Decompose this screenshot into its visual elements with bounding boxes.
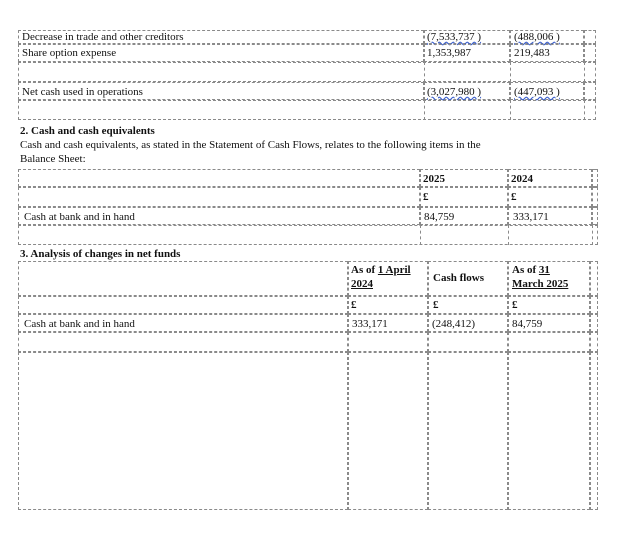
value-2024-decrease-creditors: (488,006 ) <box>514 31 560 43</box>
value-2024-share-option: 219,483 <box>514 47 550 59</box>
net-funds-cash-label: Cash at bank and in hand <box>24 318 135 330</box>
table-cell <box>592 207 598 225</box>
cash-bank-2025: 84,759 <box>424 211 455 223</box>
table-row <box>18 296 348 314</box>
table-header-row <box>18 169 420 187</box>
table-row <box>18 187 420 207</box>
table-cell <box>508 296 590 314</box>
column-header-as-of-april: As of 1 April <box>351 264 411 276</box>
column-header-as-of-march: As of 31 <box>512 264 550 276</box>
table-cell <box>590 332 598 352</box>
currency-col2: £ <box>433 299 439 311</box>
divider <box>510 62 511 82</box>
table-cell <box>590 314 598 332</box>
currency-2025: £ <box>423 191 429 203</box>
table-cell <box>508 352 590 510</box>
table-row <box>18 352 348 510</box>
table-cell <box>590 352 598 510</box>
currency-col1: £ <box>351 299 357 311</box>
divider <box>424 62 425 82</box>
currency-col3: £ <box>512 299 518 311</box>
value-2025-net-cash: (3,027,980 ) <box>427 86 482 98</box>
divider <box>420 225 421 245</box>
divider <box>510 100 511 120</box>
cash-bank-label: Cash at bank and in hand <box>24 211 135 223</box>
table-cell <box>590 261 598 296</box>
table-cell <box>348 332 428 352</box>
column-header-march-year: March 2025 <box>512 278 569 290</box>
table-cell <box>508 332 590 352</box>
table-cell <box>348 296 428 314</box>
currency-2024: £ <box>511 191 517 203</box>
divider <box>584 100 585 120</box>
note2-paragraph-line2: Balance Sheet: <box>20 153 86 165</box>
value-2024-net-cash: (447,093 ) <box>514 86 560 98</box>
row-label-share-option: Share option expense <box>22 47 117 59</box>
table-cell <box>592 169 598 187</box>
cash-bank-2024: 333,171 <box>513 211 549 223</box>
row-label-decrease-creditors: Decrease in trade and other creditors <box>22 31 184 43</box>
net-funds-opening: 333,171 <box>352 318 388 330</box>
table-header-row <box>18 261 348 296</box>
column-header-cash-flows: Cash flows <box>433 272 485 284</box>
net-funds-closing: 84,759 <box>512 318 543 330</box>
divider <box>592 225 593 245</box>
table-cell <box>584 30 596 44</box>
net-funds-cash-flows: (248,412) <box>432 318 476 330</box>
table-cell <box>428 352 508 510</box>
divider <box>508 225 509 245</box>
note2-heading: 2. Cash and cash equivalents <box>20 125 155 137</box>
value-2025-decrease-creditors: (7,533,737 ) <box>427 31 482 43</box>
table-cell <box>348 352 428 510</box>
column-header-2025: 2025 <box>423 173 445 185</box>
table-row <box>18 225 598 245</box>
table-cell <box>428 332 508 352</box>
divider <box>584 62 585 82</box>
column-header-april-year: 2024 <box>351 278 373 290</box>
table-cell <box>590 296 598 314</box>
note2-paragraph-line1: Cash and cash equivalents, as stated in the Statement of Cash Flows, relates to the following items in the <box>20 139 481 151</box>
table-row <box>18 332 348 352</box>
table-cell <box>420 187 508 207</box>
table-cell <box>592 187 598 207</box>
table-cell <box>428 296 508 314</box>
column-header-2024: 2024 <box>511 173 533 185</box>
table-cell <box>584 82 596 100</box>
table-cell <box>508 187 592 207</box>
note3-heading: 3. Analysis of changes in net funds <box>20 248 181 260</box>
divider <box>424 100 425 120</box>
row-label-net-cash: Net cash used in operations <box>22 86 143 98</box>
table-cell <box>584 44 596 62</box>
value-2025-share-option: 1,353,987 <box>427 47 471 59</box>
